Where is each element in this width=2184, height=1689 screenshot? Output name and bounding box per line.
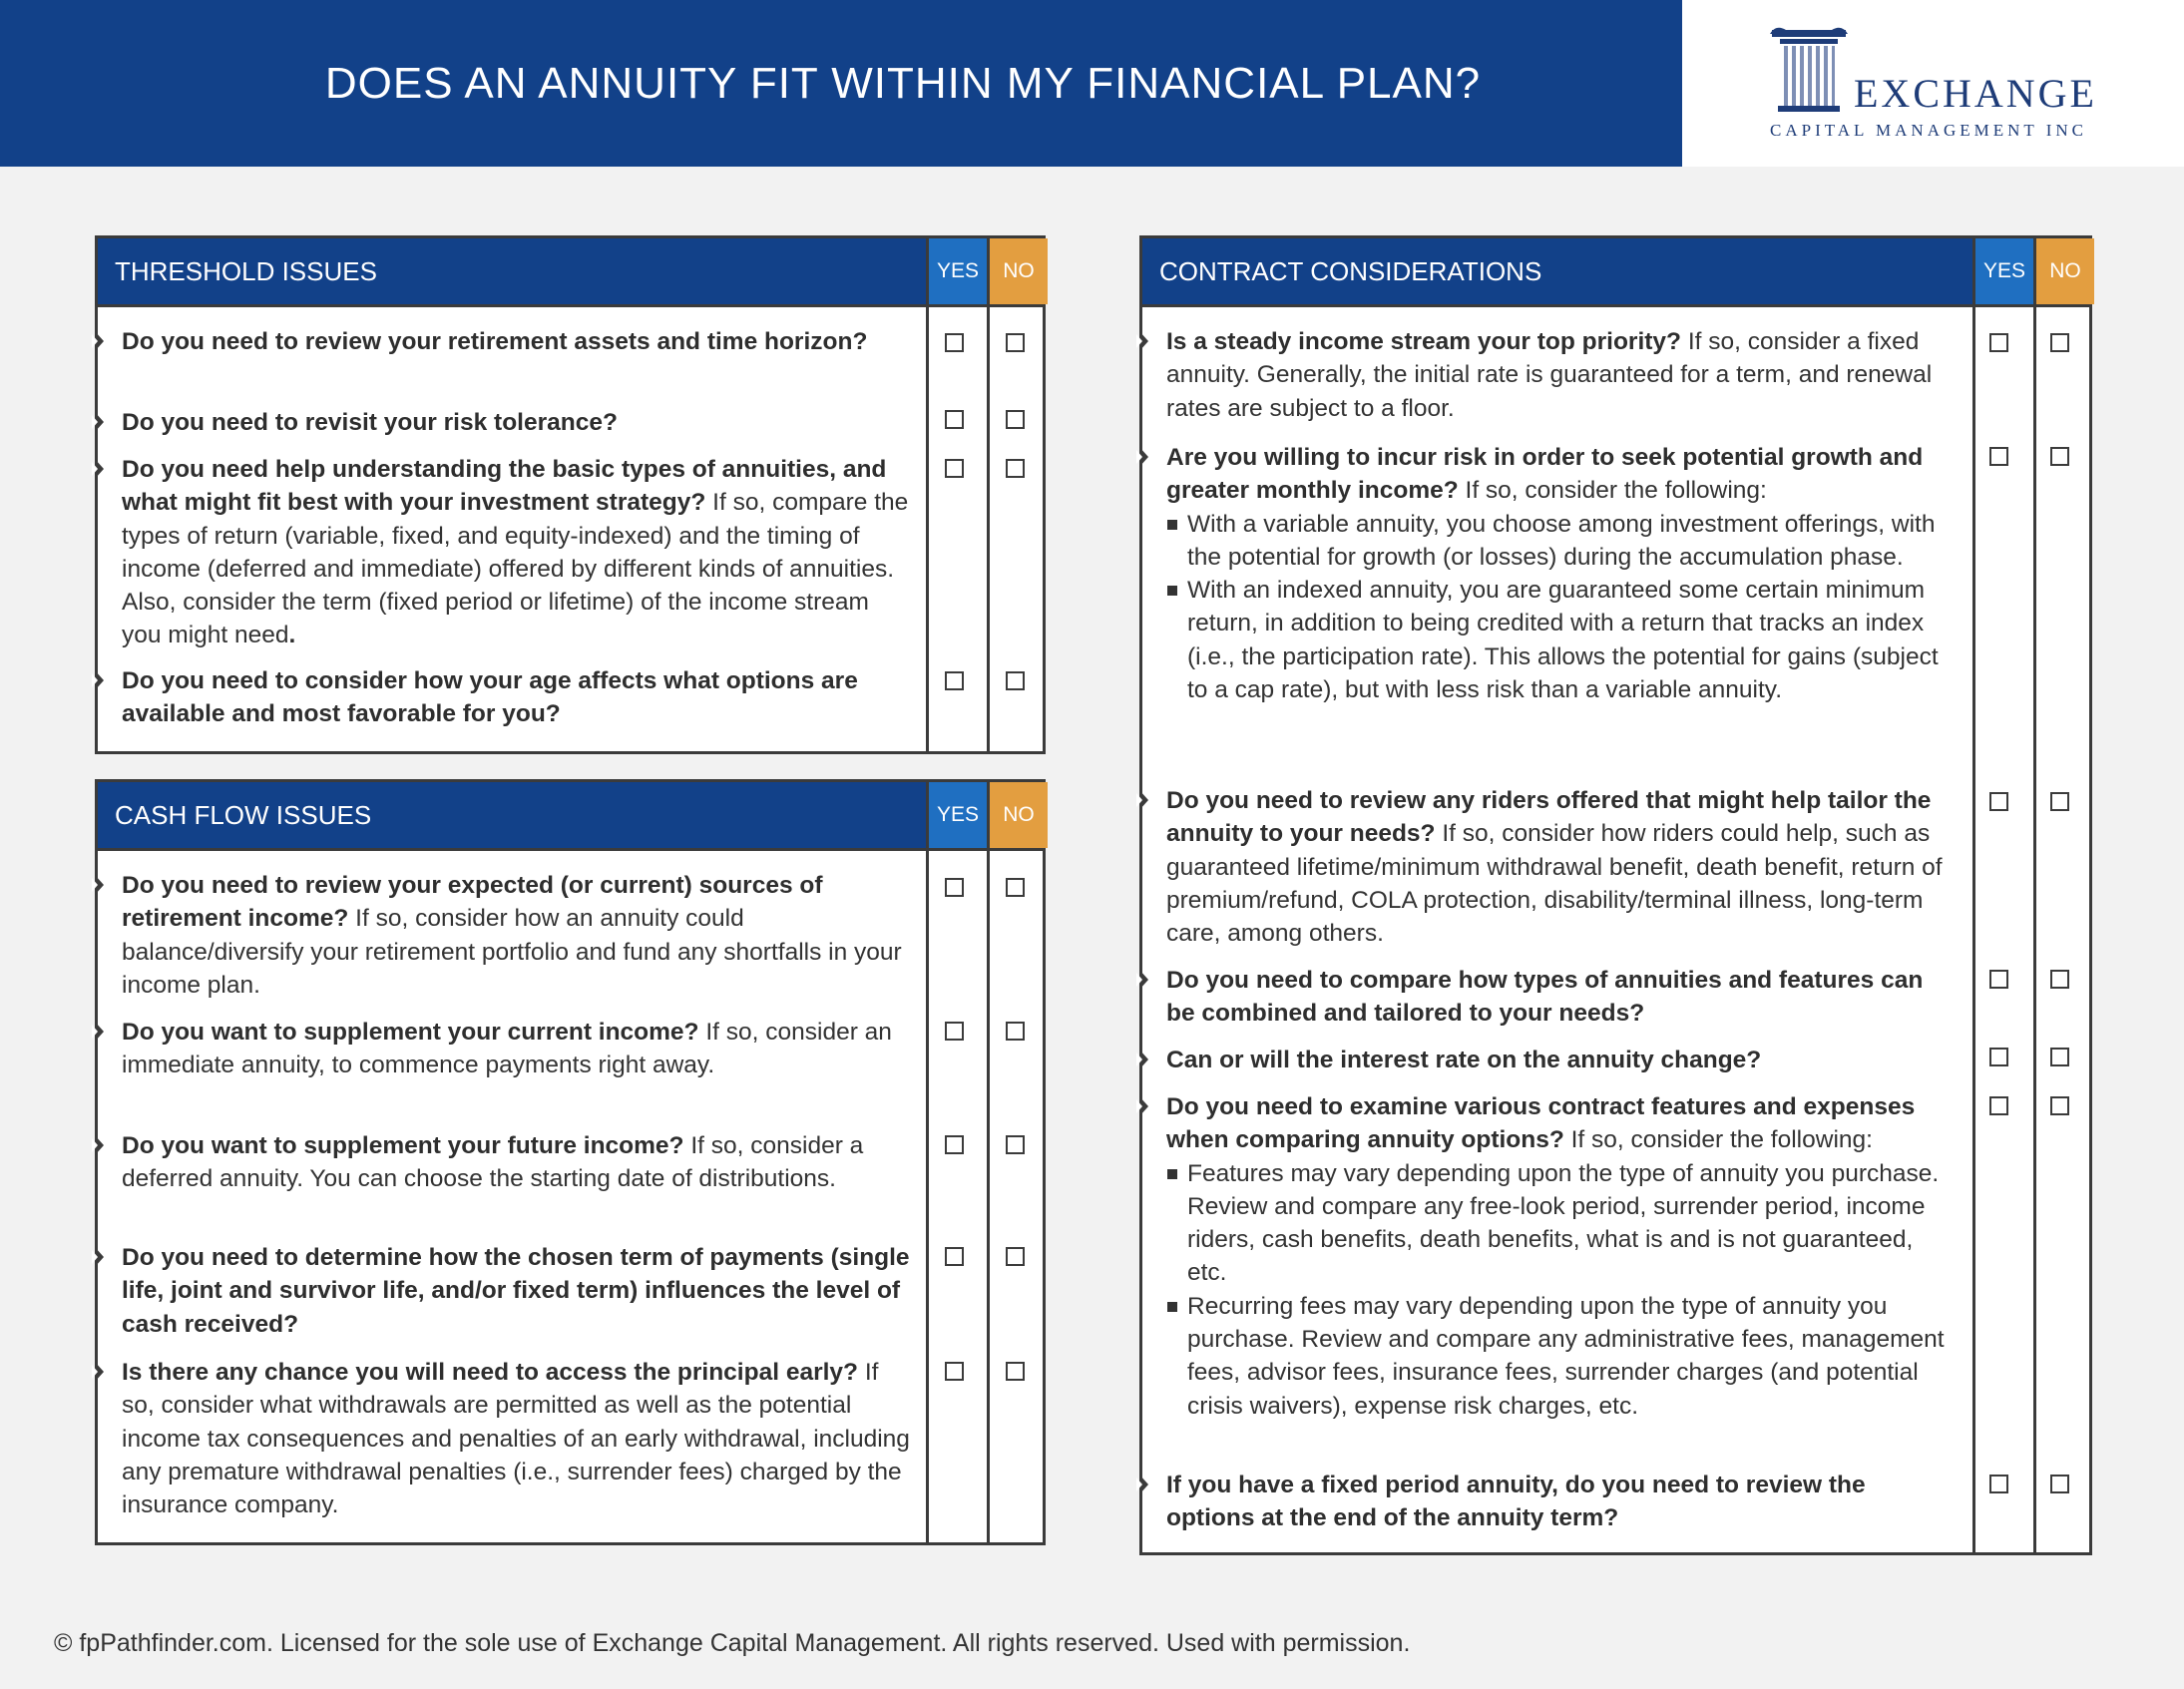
header-divider xyxy=(2033,238,2036,304)
no-checkbox[interactable] xyxy=(1006,1247,1025,1266)
yes-column-header: YES xyxy=(929,238,987,304)
row-pointer-icon xyxy=(1139,1050,1148,1069)
contract-item xyxy=(1166,1044,1955,1076)
row-pointer-icon xyxy=(95,875,104,895)
row-pointer-icon xyxy=(1139,790,1148,810)
item-detail: If so, consider a fixed annuity. Generally, the initial rate is guaranteed for a term, and renewal rates are subject to a floor. xyxy=(1166,328,1933,422)
item-detail: If so, consider how riders could help, such as guaranteed lifetime/minimum withdrawal benefit, death benefit, return of premium/refund, COLA protection, disability/terminal illness, long-term care, among others. xyxy=(1166,820,1943,948)
no-checkbox[interactable] xyxy=(2050,1475,2069,1493)
no-column-header: NO xyxy=(2036,238,2094,304)
contract-item xyxy=(1166,784,1955,950)
bullet-item: With a variable annuity, you choose among investment offerings, with the potential for growth (or losses) during the accumulation phase. xyxy=(1166,508,1955,575)
yes-checkbox[interactable] xyxy=(1989,970,2008,989)
item-question: If you have a fixed period annuity, do you need to review the options at the end of the annuity term? xyxy=(1166,1472,1866,1532)
column-divider xyxy=(926,848,929,1542)
no-checkbox[interactable] xyxy=(1006,410,1025,429)
item-question: Are you willing to incur risk in order to seek potential growth and greater monthly income? xyxy=(1166,444,1924,505)
no-checkbox[interactable] xyxy=(1006,1362,1025,1381)
bullet-item: With an indexed annuity, you are guaranteed some certain minimum return, in addition to being credited with a return that tracks an index (i.e., the participation rate). This allows the potential for gains (subject to a cap rate), but with less risk than a variable annuity. xyxy=(1166,574,1955,706)
item-question: Do you need to compare how types of annuities and features can be combined and tailored to your needs? xyxy=(1166,967,1924,1028)
threshold-item xyxy=(122,453,910,652)
row-pointer-icon xyxy=(95,1247,104,1267)
item-question: Do you need to consider how your age affects what options are available and most favorable for you? xyxy=(122,667,858,728)
column-divider xyxy=(2033,304,2036,1552)
no-checkbox[interactable] xyxy=(2050,333,2069,352)
no-checkbox[interactable] xyxy=(1006,671,1025,690)
row-pointer-icon xyxy=(1139,1475,1148,1494)
no-checkbox[interactable] xyxy=(1006,878,1025,897)
no-checkbox[interactable] xyxy=(1006,1022,1025,1041)
item-detail: If so, consider an immediate annuity, to commence payments right away. xyxy=(122,1019,892,1079)
row-pointer-icon xyxy=(95,331,104,351)
yes-checkbox[interactable] xyxy=(945,1022,964,1041)
header-divider xyxy=(1972,238,1975,304)
contract-item xyxy=(1166,1090,1955,1423)
no-checkbox[interactable] xyxy=(2050,970,2069,989)
yes-checkbox[interactable] xyxy=(1989,1048,2008,1066)
cash-flow-issues-title: CASH FLOW ISSUES xyxy=(115,800,372,830)
yes-checkbox[interactable] xyxy=(945,671,964,690)
contract-item xyxy=(1166,441,1955,706)
cash-flow-item xyxy=(122,1129,910,1196)
no-column-header: NO xyxy=(990,782,1048,848)
item-question: Do you need to determine how the chosen term of payments (single life, joint and survivor life, and/or fixed term) influences the level of cash received? xyxy=(122,1244,910,1338)
column-divider xyxy=(987,848,990,1542)
yes-column-header: YES xyxy=(1975,238,2033,304)
yes-checkbox[interactable] xyxy=(1989,1475,2008,1493)
yes-column-header: YES xyxy=(929,782,987,848)
yes-checkbox[interactable] xyxy=(945,1247,964,1266)
yes-checkbox[interactable] xyxy=(945,410,964,429)
yes-checkbox[interactable] xyxy=(1989,1096,2008,1115)
item-question: Do you need to examine various contract features and expenses when comparing annuity options? xyxy=(1166,1093,1916,1154)
no-checkbox[interactable] xyxy=(1006,333,1025,352)
no-checkbox[interactable] xyxy=(2050,1048,2069,1066)
column-divider xyxy=(987,304,990,751)
row-pointer-icon xyxy=(1139,331,1148,351)
contract-item xyxy=(1166,1469,1955,1535)
no-checkbox[interactable] xyxy=(2050,792,2069,811)
item-detail: If so, compare the types of return (variable, fixed, and equity-indexed) and the timing of income (deferred and immediate) offered by different kinds of annuities. Also, consider the term (fixed period or lifetime) of the income stream you might need xyxy=(122,489,909,649)
row-pointer-icon xyxy=(95,459,104,479)
cash-flow-item xyxy=(122,1016,910,1082)
item-question: Do you need to review any riders offered that might help tailor the annuity to your needs? xyxy=(1166,787,1932,848)
no-checkbox[interactable] xyxy=(2050,1096,2069,1115)
threshold-item xyxy=(122,664,910,731)
item-question: Is a steady income stream your top priority? xyxy=(1166,328,1682,355)
yes-checkbox[interactable] xyxy=(1989,447,2008,466)
item-detail: If so, consider what withdrawals are permitted as well as the potential income tax consequences and penalties of an early withdrawal, including any premature withdrawal penalties (i.e., surrender fees) charged by the insurance company. xyxy=(122,1359,910,1519)
item-detail: If so, consider the following: xyxy=(1563,1126,1873,1154)
header-divider xyxy=(926,782,929,848)
item-detail: If so, consider a deferred annuity. You can choose the starting date of distributions. xyxy=(122,1132,864,1193)
logo-wordmark: EXCHANGE xyxy=(1854,71,2097,116)
page-title: DOES AN ANNUITY FIT WITHIN MY FINANCIAL PLAN? xyxy=(324,59,1482,108)
item-question: Do you need help understanding the basic types of annuities, and what might fit best with your investment strategy? xyxy=(122,456,887,517)
no-checkbox[interactable] xyxy=(2050,447,2069,466)
yes-checkbox[interactable] xyxy=(945,1362,964,1381)
item-period: . xyxy=(288,622,296,649)
cash-flow-item xyxy=(122,1241,910,1341)
yes-checkbox[interactable] xyxy=(945,459,964,478)
row-pointer-icon xyxy=(95,1362,104,1382)
threshold-item xyxy=(122,325,910,358)
item-question: Do you need to review your retirement assets and time horizon? xyxy=(122,328,868,355)
row-pointer-icon xyxy=(95,412,104,432)
logo-subtitle: CAPITAL MANAGEMENT INC xyxy=(1770,121,2088,140)
item-detail: If so, consider how an annuity could balance/diversify your retirement portfolio and fund any shortfalls in your income plan. xyxy=(122,905,902,999)
item-question: Do you want to supplement your future income? xyxy=(122,1132,684,1159)
item-question: Do you want to supplement your current income? xyxy=(122,1019,699,1046)
no-checkbox[interactable] xyxy=(1006,459,1025,478)
item-question: Do you need to review your expected (or current) sources of retirement income? xyxy=(122,872,823,933)
row-pointer-icon xyxy=(95,1022,104,1042)
row-pointer-icon xyxy=(95,1135,104,1155)
yes-checkbox[interactable] xyxy=(945,878,964,897)
column-divider xyxy=(1972,304,1975,1552)
contract-item xyxy=(1166,325,1955,425)
item-question: Do you need to revisit your risk tolerance? xyxy=(122,409,618,436)
header-divider xyxy=(926,238,929,304)
yes-checkbox[interactable] xyxy=(945,333,964,352)
threshold-issues-title: THRESHOLD ISSUES xyxy=(115,256,377,286)
contract-considerations-title: CONTRACT CONSIDERATIONS xyxy=(1159,256,1542,286)
cash-flow-item xyxy=(122,869,910,1002)
row-pointer-icon xyxy=(1139,970,1148,990)
header-divider xyxy=(987,238,990,304)
threshold-item xyxy=(122,406,910,439)
column-logo-icon xyxy=(1766,22,1852,118)
bullet-item: Recurring fees may vary depending upon the type of annuity you purchase. Review and compare any administrative fees, management fees, advisor fees, insurance fees, surrender charges (and potential crisis waivers), expense risk charges, etc. xyxy=(1166,1290,1955,1423)
bullet-item: Features may vary depending upon the type of annuity you purchase. Review and compare any free-look period, surrender period, income riders, cash benefits, death benefits, what is and is not guaranteed, etc. xyxy=(1166,1157,1955,1290)
column-divider xyxy=(926,304,929,751)
item-detail: If so, consider the following: xyxy=(1458,477,1767,505)
row-pointer-icon xyxy=(95,670,104,690)
yes-checkbox[interactable] xyxy=(1989,792,2008,811)
row-pointer-icon xyxy=(1139,447,1148,467)
cash-flow-item xyxy=(122,1356,910,1521)
header-divider xyxy=(987,782,990,848)
item-question: Is there any chance you will need to access the principal early? xyxy=(122,1359,859,1386)
yes-checkbox[interactable] xyxy=(1989,333,2008,352)
no-column-header: NO xyxy=(990,238,1048,304)
contract-item xyxy=(1166,964,1955,1031)
row-pointer-icon xyxy=(1139,1096,1148,1116)
item-question: Can or will the interest rate on the annuity change? xyxy=(1166,1047,1762,1073)
yes-checkbox[interactable] xyxy=(945,1135,964,1154)
no-checkbox[interactable] xyxy=(1006,1135,1025,1154)
copyright-footer: © fpPathfinder.com. Licensed for the sole use of Exchange Capital Management. All rights reserved. Used with permission. xyxy=(54,1629,1411,1657)
